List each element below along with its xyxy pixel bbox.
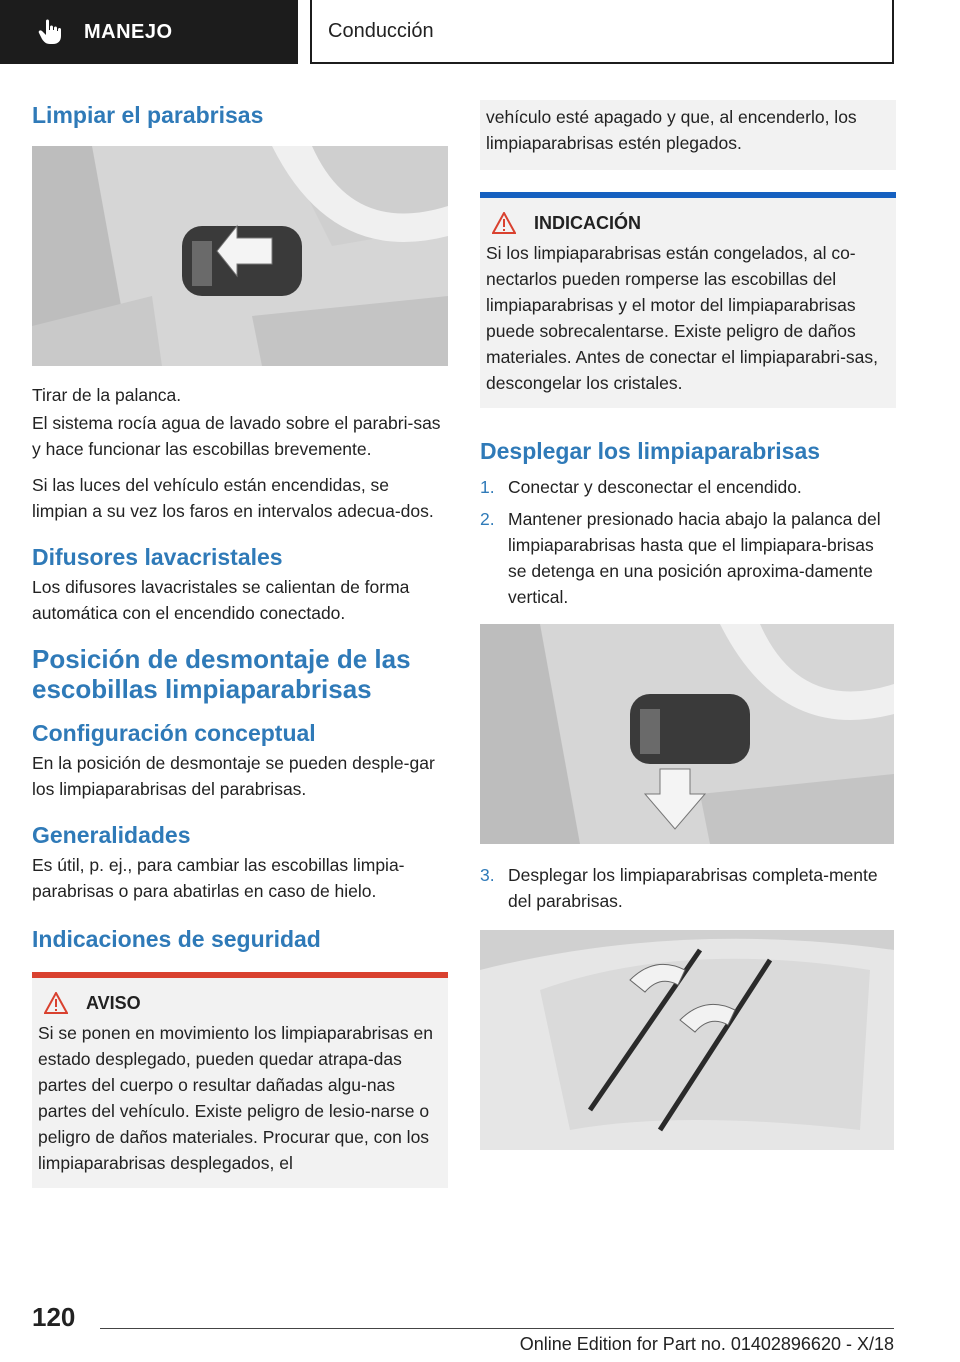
heading-posicion: Posición de desmontaje de las escobillas limpiaparabrisas — [32, 644, 411, 704]
edition-text: Online Edition for Part no. 01402896620 - X/18 — [519, 1334, 894, 1354]
section-tab[interactable] — [0, 0, 298, 64]
aviso-continued — [480, 100, 896, 170]
indicacion-notice — [480, 192, 896, 408]
text-sistema: El sistema rocía agua de lavado sobre el parabri-sas y hace funcionar las escobillas brevemente. — [32, 413, 441, 459]
aviso-title: AVISO — [86, 992, 141, 1013]
page-header — [0, 0, 960, 66]
chapter-label: Conducción — [328, 19, 434, 42]
heading-difusores: Difusores lavacristales — [32, 544, 283, 570]
page-footer — [0, 1296, 960, 1362]
aviso-cont-text: vehículo esté apagado y que, al encenderlo, los limpiaparabrisas estén plegados. — [486, 107, 857, 153]
heading-desplegar: Desplegar los limpiaparabrisas — [480, 438, 821, 464]
steps-list — [480, 474, 896, 610]
footer-divider — [100, 1328, 894, 1329]
list-item: 3. Desplegar los limpiaparabrisas completa-mente del parabrisas. — [480, 865, 878, 911]
warning-triangle-icon — [44, 992, 68, 1014]
right-column — [480, 100, 896, 1164]
indicacion-title: INDICACIÓN — [534, 212, 641, 233]
left-column — [32, 100, 448, 1188]
page-number: 120 — [32, 1302, 76, 1332]
wiper-lever-push-image — [480, 624, 894, 844]
text-difusores: Los difusores lavacristales se calientan de forma automática con el encendido conectado. — [32, 577, 410, 623]
list-item: 1. Conectar y desconectar el encendido. — [480, 477, 802, 497]
text-generalidades: Es útil, p. ej., para cambiar las escobillas limpia-parabrisas o para abatirlas en caso de hielo. — [32, 855, 405, 901]
heading-config: Configuración conceptual — [32, 720, 316, 746]
text-config: En la posición de desmontaje se pueden desple-gar los limpiaparabrisas del parabrisas. — [32, 753, 435, 799]
section-label: MANEJO — [84, 20, 173, 43]
chapter-tab[interactable] — [310, 0, 894, 64]
list-item: 2. Mantener presionado hacia abajo la palanca del limpiaparabrisas hasta que el limpiapara-brisas se detenga en una posición aproxima-damente vertical. — [480, 509, 881, 607]
wipers-deployed-image — [480, 930, 894, 1150]
heading-indicaciones: Indicaciones de seguridad — [32, 926, 321, 952]
heading-limpiar: Limpiar el parabrisas — [32, 102, 264, 128]
aviso-text: Si se ponen en movimiento los limpiaparabrisas en estado desplegado, pueden quedar atrapa-das partes del cuerpo o resultar dañadas algu-nas partes del vehículo. Existe peligro de lesio-narse o peligro de daños materiales. Procurar que, con los limpiaparabrisas desplegados, el — [38, 1023, 433, 1173]
text-luces: Si las luces del vehículo están encendidas, se limpian a su vez los faros en intervalos adecua-dos. — [32, 475, 434, 521]
aviso-notice — [32, 972, 448, 1188]
heading-generalidades: Generalidades — [32, 822, 191, 848]
steps-list-cont — [480, 862, 896, 914]
indicacion-text: Si los limpiaparabrisas están congelados, al co-nectarlos pueden romperse las escobillas del limpiaparabrisas y el motor del limpiaparabrisas puede sobrecalentarse. Existe peligro de daños materiales. Antes de conectar el limpiaparabri-sas, descongelar los cristales. — [486, 243, 878, 393]
wiper-lever-pull-image — [32, 146, 448, 366]
text-tirar: Tirar de la palanca. — [32, 385, 182, 405]
hand-pointer-icon — [36, 17, 66, 47]
warning-triangle-icon — [492, 212, 516, 234]
